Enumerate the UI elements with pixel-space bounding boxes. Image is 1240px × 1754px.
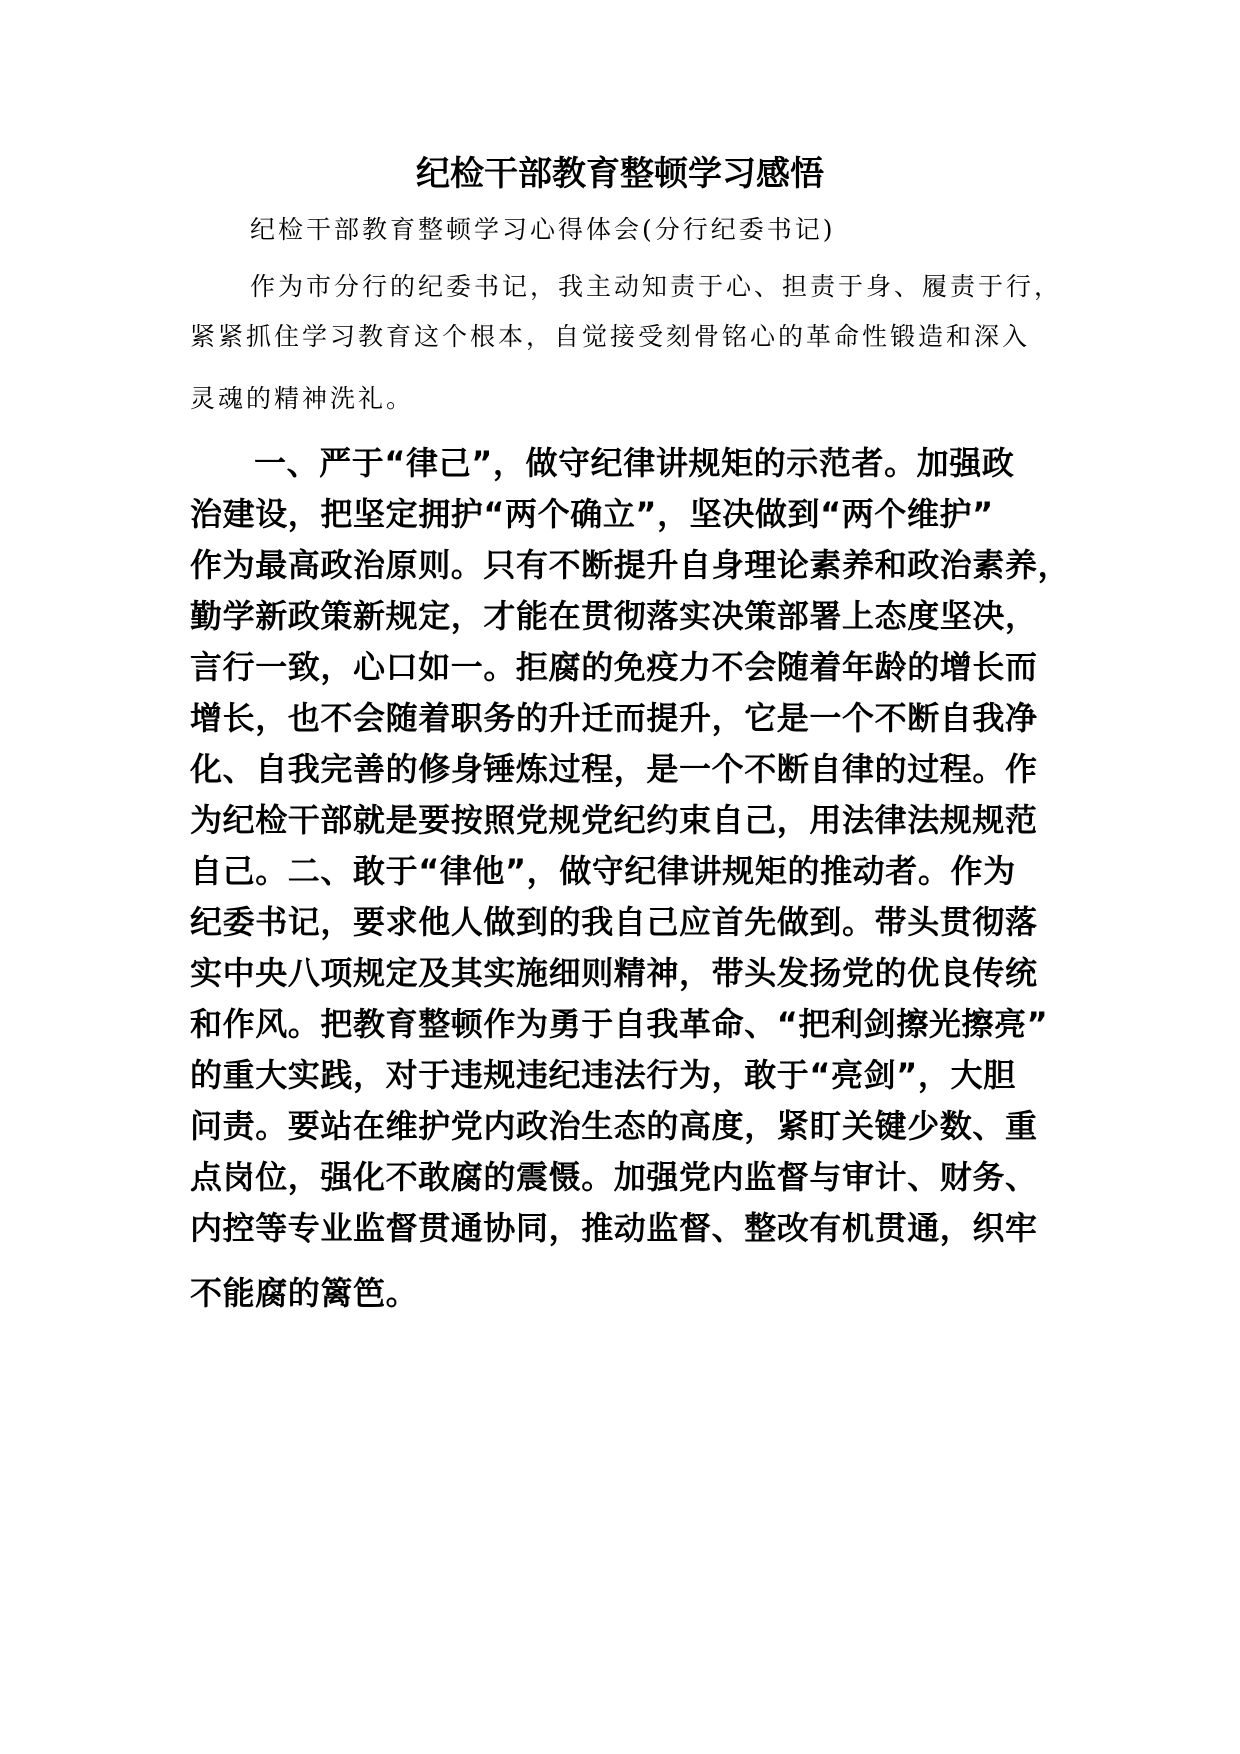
body-line: 治建设，把坚定拥护“两个确立”，坚决做到“两个维护” bbox=[190, 495, 994, 533]
body-line: 实中央八项规定及其实施细则精神，带头发扬党的优良传统 bbox=[190, 954, 1038, 992]
body-line: 的重大实践，对于违规违纪违法行为，敢于“亮剑”，大胆 bbox=[190, 1056, 1016, 1094]
body-line: 一、严于“律己”，做守纪律讲规矩的示范者。加强政 bbox=[254, 444, 1015, 482]
body-line: 勤学新政策新规定，才能在贯彻落实决策部署上态度坚决， bbox=[190, 597, 1038, 635]
body-line: 作为最高政治原则。只有不断提升自身理论素养和政治素养， bbox=[190, 546, 1071, 584]
body-line: 和作风。把教育整顿作为勇于自我革命、“把利剑擦光擦亮” bbox=[190, 1005, 1049, 1043]
intro-paragraph bbox=[190, 262, 1063, 424]
body-line: 自己。二、敢于“律他”，做守纪律讲规矩的推动者。作为 bbox=[190, 852, 1016, 890]
body-line: 内控等专业监督贯通协同，推动监督、整改有机贯通，织牢 bbox=[190, 1209, 1038, 1247]
body-line: 点岗位，强化不敢腐的震慑。加强党内监督与审计、财务、 bbox=[190, 1158, 1038, 1196]
document-subtitle: 纪检干部教育整顿学习心得体会(分行纪委书记) bbox=[250, 215, 836, 244]
body-line: 化、自我完善的修身锤炼过程，是一个不断自律的过程。作 bbox=[190, 750, 1038, 788]
body-paragraph bbox=[190, 438, 1070, 1319]
body-line: 纪委书记，要求他人做到的我自己应首先做到。带头贯彻落 bbox=[190, 903, 1038, 941]
intro-line: 紧紧抓住学习教育这个根本，自觉接受刻骨铭心的革命性锻造和深入 bbox=[190, 322, 1031, 351]
body-line: 为纪检干部就是要按照党规党纪约束自己，用法律法规规范 bbox=[190, 801, 1038, 839]
body-line: 言行一致，心口如一。拒腐的免疫力不会随着年龄的增长而 bbox=[190, 648, 1038, 686]
body-line: 不能腐的篱笆。 bbox=[190, 1274, 419, 1312]
body-line: 增长，也不会随着职务的升迁而提升，它是一个不断自我净 bbox=[190, 699, 1038, 737]
intro-line: 灵魂的精神洗礼。 bbox=[190, 384, 415, 413]
body-line: 问责。要站在维护党内政治生态的高度，紧盯关键少数、重 bbox=[190, 1107, 1038, 1145]
intro-line: 作为市分行的纪委书记，我主动知责于心、担责于身、履责于行， bbox=[250, 272, 1063, 301]
document-title: 纪检干部教育整顿学习感悟 bbox=[416, 154, 824, 194]
